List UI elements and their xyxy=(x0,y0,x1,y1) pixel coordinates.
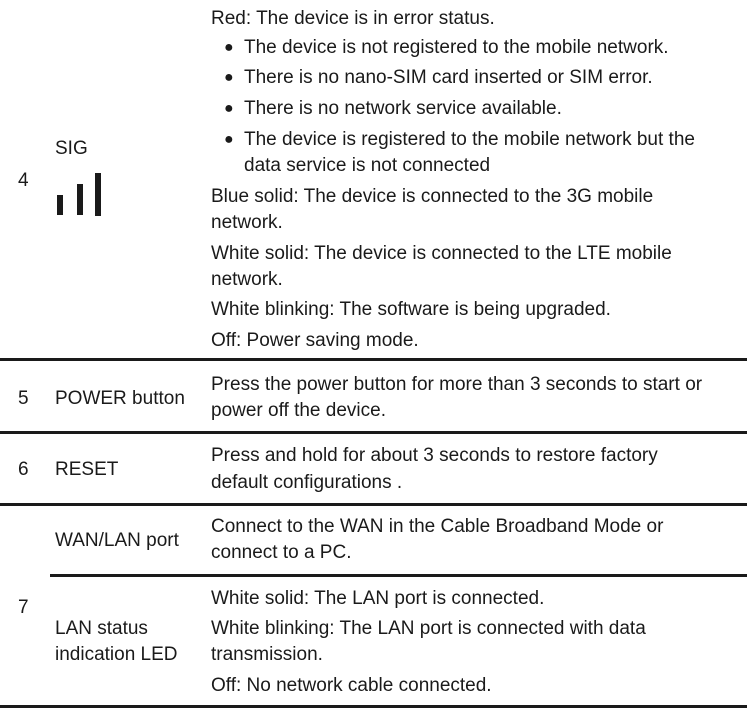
status-description: power off the device. xyxy=(211,400,386,421)
bullet-icon: ● xyxy=(224,131,234,148)
row-number: 7 xyxy=(18,597,29,618)
status-description: White blinking: The software is being upgraded. xyxy=(211,299,611,320)
status-description: White blinking: The LAN port is connected with data xyxy=(211,618,646,639)
bullet-item: There is no nano-SIM card inserted or SIM error. xyxy=(244,67,653,88)
status-description: Off: Power saving mode. xyxy=(211,330,419,351)
bullet-item: There is no network service available. xyxy=(244,98,562,119)
row-divider xyxy=(0,503,747,506)
status-description: network. xyxy=(211,269,283,290)
status-description: Blue solid: The device is connected to the 3G mobile xyxy=(211,186,654,207)
status-description: Red: The device is in error status. xyxy=(211,8,495,29)
status-description: Press the power button for more than 3 seconds to start or xyxy=(211,374,703,395)
indicator-name: indication LED xyxy=(55,644,178,665)
indicator-name: POWER button xyxy=(55,388,185,409)
status-description: connect to a PC. xyxy=(211,542,352,563)
table-bottom-rule xyxy=(0,705,747,708)
indicator-name: RESET xyxy=(55,459,119,480)
indicator-name: SIG xyxy=(55,138,88,159)
bullet-icon: ● xyxy=(224,100,234,117)
row-divider xyxy=(0,358,747,361)
indicator-name: WAN/LAN port xyxy=(55,530,179,551)
status-description: Connect to the WAN in the Cable Broadband Mode or xyxy=(211,516,664,537)
status-description: default configurations . xyxy=(211,472,403,493)
bullet-item-continuation: data service is not connected xyxy=(244,155,491,176)
status-description: Off: No network cable connected. xyxy=(211,675,492,696)
bullet-item: The device is registered to the mobile network but the xyxy=(244,129,695,150)
status-description: transmission. xyxy=(211,644,323,665)
status-description: Press and hold for about 3 seconds to restore factory xyxy=(211,445,658,466)
indicator-name: LAN status xyxy=(55,618,148,639)
status-description: network. xyxy=(211,212,283,233)
sub-row-divider xyxy=(50,574,747,577)
bullet-icon: ● xyxy=(224,39,234,56)
row-number: 6 xyxy=(18,459,29,480)
bullet-item: The device is not registered to the mobile network. xyxy=(244,37,669,58)
status-description: White solid: The device is connected to the LTE mobile xyxy=(211,243,672,264)
status-description: White solid: The LAN port is connected. xyxy=(211,588,545,609)
row-number: 5 xyxy=(18,388,29,409)
bullet-icon: ● xyxy=(224,69,234,86)
row-number: 4 xyxy=(18,170,29,191)
row-divider xyxy=(0,431,747,434)
